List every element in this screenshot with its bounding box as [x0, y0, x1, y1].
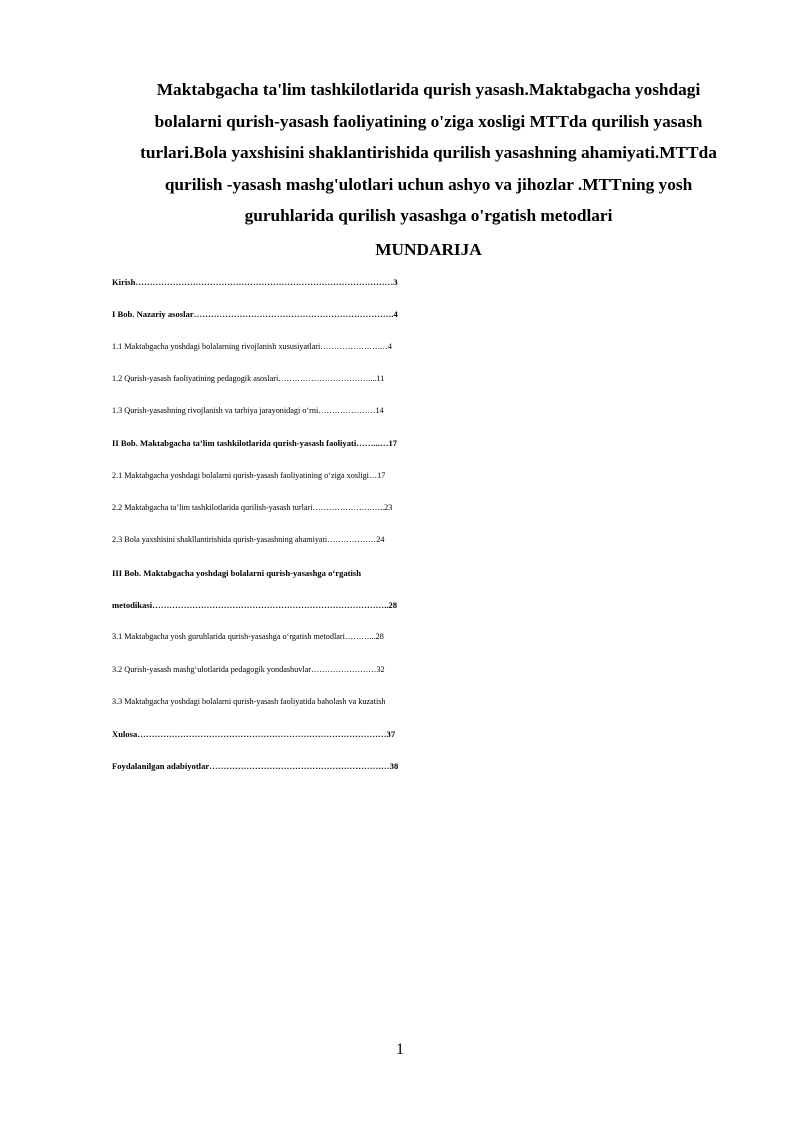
toc-entry-section-2-2: 2.2 Maktabgacha ta’lim tashkilotlarida qurilish-yasash turlari………………….…..23	[112, 503, 393, 513]
title-line: guruhlarida qurilish yasashga o'rgatish metodlari	[244, 206, 613, 226]
toc-entry-chapter-3: III Bob. Maktabgacha yoshdagi bolalarni qurish-yasashga o‘rgatish	[112, 567, 362, 578]
toc-entry-section-3-3: 3.3 Maktabgacha yoshdagi bolalarni qurish-yasash faoliyatida baholash va kuzatish	[112, 696, 386, 706]
toc-entry-section-1-2: 1.2 Qurish-yasash faoliyatining pedagogik asoslari……………………………....11	[112, 373, 385, 383]
toc-entry-introduction: Kirish………………………………………………………………………………3	[112, 277, 398, 287]
toc-entry-chapter-1: I Bob. Nazariy asoslar…………………………………………………………….4	[112, 309, 398, 320]
page-number: 1	[396, 1041, 404, 1058]
toc-entry-chapter-2: II Bob. Maktabgacha ta’lim tashkilotlarida qurish-yasash faoliyati……...…17	[112, 438, 398, 449]
table-of-contents	[112, 266, 752, 783]
title-line: Maktabgacha ta'lim tashkilotlarida qurish yasash.Maktabgacha yoshdagi	[156, 80, 701, 99]
document-title	[112, 74, 745, 232]
toc-entry-conclusion: Xulosa……………………………………………………………………………37	[112, 729, 396, 740]
toc-entry-section-1-3: 1.3 Qurish-yasashning rivojlanish va tarbiya jarayonidagi o‘rni…………………14	[112, 406, 384, 416]
toc-entry-section-1-1: 1.1 Maktabgacha yoshdagi bolalarning rivojlanish xususiyatlari………………….…4	[112, 341, 392, 351]
toc-entry-section-3-2: 3.2 Qurish-yasash mashg‘ulotlarida pedagogik yondashuvlar……………………32	[112, 664, 385, 674]
title-line: bolalarni qurish-yasash faoliyatining o'ziga xosligi MTTda qurilish yasash	[154, 111, 703, 131]
toc-entry-section-2-1: 2.1 Maktabgacha yoshdagi bolalarni qurish-yasash faoliyatining o‘ziga xosligi…17	[112, 470, 386, 480]
toc-heading: MUNDARIJA	[375, 240, 482, 259]
toc-entry-references: Foydalanilgan adabiyotlar………………………………………………………38	[112, 761, 399, 772]
toc-entry-section-2-3: 2.3 Bola yaxshisini shakllantirishida qurish-yasashning ahamiyati………………24	[112, 535, 385, 545]
toc-entry-chapter-3-continued: metodikasi………………………………………………………………………..28	[112, 599, 398, 610]
title-line: qurilish -yasash mashg'ulotlari uchun ashyo va jihozlar .MTTning yosh	[164, 174, 693, 194]
title-line: turlari.Bola yaxshisini shaklantirishida qurilish yasashning ahamiyati.MTTda	[140, 143, 717, 163]
toc-entry-section-3-1: 3.1 Maktabgacha yosh guruhlarida qurish-yasashga o‘rgatish metodlari………...28	[112, 632, 384, 642]
